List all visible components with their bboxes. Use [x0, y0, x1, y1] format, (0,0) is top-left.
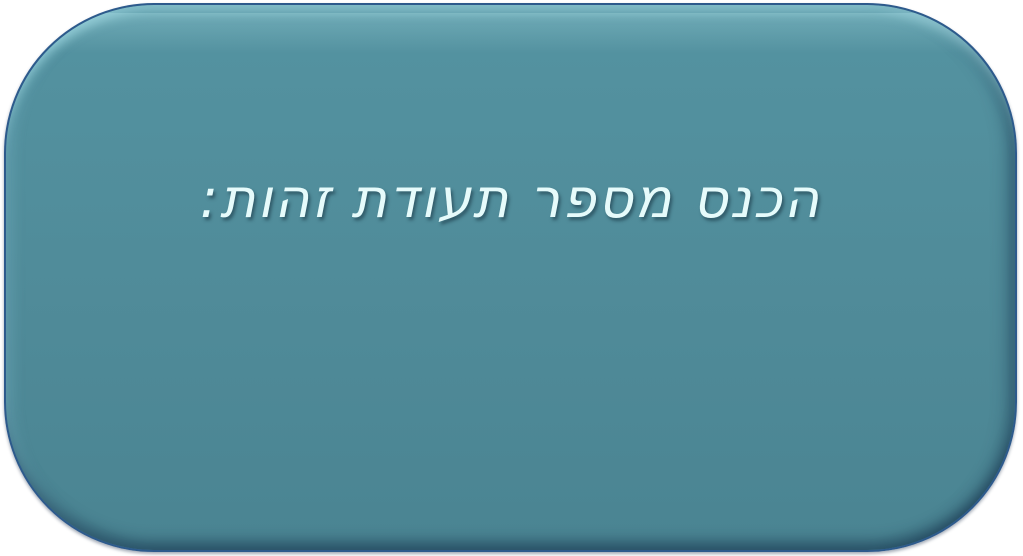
id-number-prompt: הכנס מספר תעודת זהות:	[199, 167, 822, 230]
id-entry-panel	[4, 3, 1017, 552]
panel-gloss-highlight	[36, 13, 985, 53]
